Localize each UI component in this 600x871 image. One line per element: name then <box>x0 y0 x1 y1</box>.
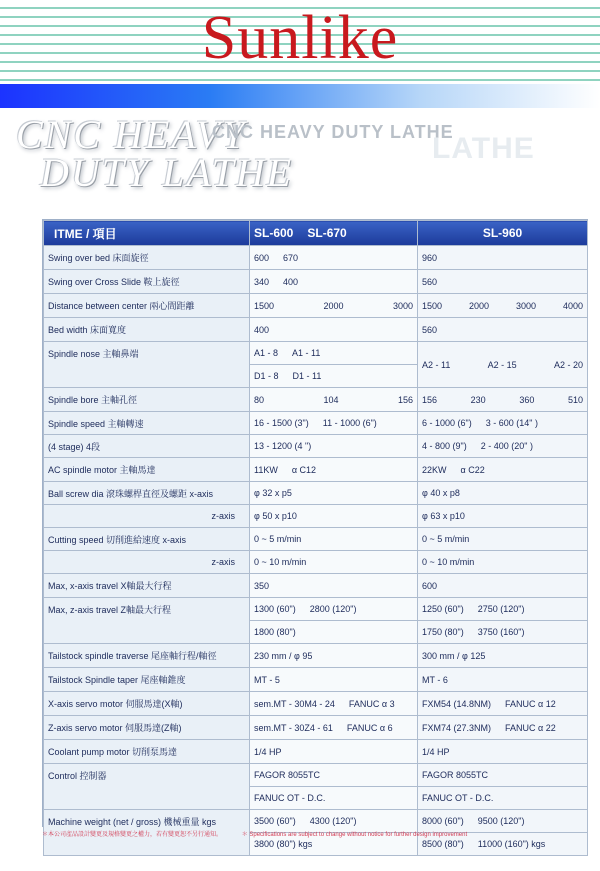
value-text: 600 <box>422 580 438 591</box>
value-text: 1250 (60") <box>422 604 464 614</box>
spec-table <box>43 220 588 856</box>
value-text: 1300 (60") <box>254 604 296 614</box>
sl960-value <box>418 692 588 716</box>
value-text: 1500 <box>254 300 275 311</box>
table-row <box>44 668 588 692</box>
value-text: 156 <box>422 394 438 405</box>
value-text: 0 ~ 5 m/min <box>422 534 470 544</box>
sl600-sl670-value <box>250 528 418 551</box>
value-text: 3750 (160") <box>477 627 525 637</box>
value-text: 22KW <box>422 464 447 475</box>
value-text: FANUC OT - D.C. <box>254 793 326 803</box>
table-row <box>44 294 588 318</box>
sl960-value <box>418 342 588 388</box>
sl600-sl670-value <box>250 787 418 810</box>
value-text: 3000 <box>392 300 413 311</box>
overlay-title: CNC HEAVY DUTY LATHE <box>212 122 454 142</box>
table-row <box>44 318 588 342</box>
value-text: 3500 (60") <box>254 816 296 826</box>
value-text: α C22 <box>460 464 485 475</box>
value-text: FANUC α 12 <box>505 698 556 709</box>
sl600-sl670-value <box>250 435 418 458</box>
sl600-sl670-value <box>250 270 418 294</box>
sl960-value <box>418 716 588 740</box>
sl600-sl670-value <box>250 716 418 740</box>
row-label-2: z-axis <box>44 505 250 528</box>
value-text: 2000 <box>468 300 490 311</box>
table-row <box>44 716 588 740</box>
value-text: sem.MT - 30M4 - 24 <box>254 698 335 709</box>
sl960-value <box>418 482 588 505</box>
value-text: FANUC OT - D.C. <box>422 793 494 803</box>
value-text: 3000 <box>515 300 536 311</box>
blue-gradient-band <box>0 84 600 108</box>
footnote-en: ＊ Specifications are subject to change without notice for further design improvement <box>241 832 468 838</box>
sl960-value <box>418 528 588 551</box>
sl600-sl670-value <box>250 342 418 365</box>
sl960-value <box>418 644 588 668</box>
row-label: Bed width 床面寬度 <box>44 318 250 342</box>
value-text: D1 - 11 <box>292 371 322 381</box>
embossed-title-line-1: CNC HEAVY <box>16 112 247 157</box>
header-sl960: SL-960 <box>418 221 588 246</box>
table-row <box>44 551 588 574</box>
value-text: 1800 (80") <box>254 627 296 637</box>
value-text: 350 <box>254 580 270 591</box>
sl600-sl670-value <box>250 644 418 668</box>
value-text: 11000 (160") kgs <box>477 839 546 849</box>
table-row <box>44 458 588 482</box>
value-text: 0 ~ 5 m/min <box>254 534 302 544</box>
footnote-zh: ＊本公司產品設計變更及規格變更之權力，若有變更恕不另行通知。 <box>42 832 223 838</box>
sl960-value <box>418 318 588 342</box>
sl600-sl670-value <box>250 740 418 764</box>
value-text: 3 - 600 (14" ) <box>485 418 538 428</box>
value-text: 9500 (120") <box>477 816 525 826</box>
sl960-value <box>418 270 588 294</box>
table-row <box>44 412 588 435</box>
value-text: 80 <box>254 394 265 405</box>
table-row <box>44 270 588 294</box>
row-label: Tailstock spindle traverse 尾座軸行程/軸徑 <box>44 644 250 668</box>
sl960-value <box>418 551 588 574</box>
table-row <box>44 435 588 458</box>
table-row <box>44 764 588 787</box>
embossed-title-line-2: DUTY LATHE <box>40 150 294 195</box>
table-row <box>44 342 588 365</box>
row-label: Machine weight (net / gross) 機械重量 kgs <box>44 810 250 856</box>
table-row <box>44 246 588 270</box>
row-label-2: (4 stage) 4段 <box>44 435 250 458</box>
brand-logo: Sunlike <box>201 4 399 72</box>
value-text: 16 - 1500 (3") <box>254 418 309 428</box>
value-text: φ 50 x p10 <box>254 511 297 521</box>
value-text: FANUC α 22 <box>505 722 556 733</box>
sl600-sl670-value <box>250 621 418 644</box>
sl600-sl670-value <box>250 692 418 716</box>
value-text: 13 - 1200 (4 ") <box>254 441 312 451</box>
sl600-sl670-value <box>250 764 418 787</box>
value-text: 2 - 400 (20" ) <box>480 441 533 451</box>
sl960-value <box>418 787 588 810</box>
sl960-value <box>418 246 588 270</box>
value-text: A1 - 8 <box>254 348 279 358</box>
sl600-sl670-value <box>250 598 418 621</box>
value-text: FAGOR 8055TC <box>254 770 321 780</box>
row-label: Control 控制器 <box>44 764 250 810</box>
value-text: φ 40 x p8 <box>422 488 460 498</box>
sl600-sl670-value <box>250 365 418 388</box>
sl960-value <box>418 621 588 644</box>
value-text: FANUC α 3 <box>348 698 395 709</box>
sl600-sl670-value <box>250 412 418 435</box>
value-text: 400 <box>254 324 270 335</box>
value-text: 8500 (80") <box>422 839 464 849</box>
header-sl670: SL-670 <box>307 226 347 240</box>
sl600-sl670-value <box>250 505 418 528</box>
table-row <box>44 574 588 598</box>
value-text: 360 <box>519 394 535 405</box>
value-text: FXM74 (27.3NM) <box>422 722 492 733</box>
row-label: AC spindle motor 主軸馬達 <box>44 458 250 482</box>
row-label: Max, z-axis travel Z軸最大行程 <box>44 598 250 644</box>
header-sl600-sl670 <box>250 221 418 246</box>
sl960-value <box>418 764 588 787</box>
value-text: 8000 (60") <box>422 816 464 826</box>
table-row <box>44 528 588 551</box>
row-label: Max, x-axis travel X軸最大行程 <box>44 574 250 598</box>
value-text: 3800 (80") kgs <box>254 839 313 849</box>
value-text: A2 - 15 <box>487 359 517 370</box>
row-label: Cutting speed 切削進給速度 x-axis <box>44 528 250 551</box>
sl960-value <box>418 505 588 528</box>
value-text: 600 <box>254 252 270 263</box>
value-text: 2800 (120") <box>309 604 357 614</box>
header-sl600: SL-600 <box>254 226 294 240</box>
sl960-value <box>418 388 588 412</box>
value-text: MT - 6 <box>422 674 448 685</box>
table-row <box>44 388 588 412</box>
row-label: Distance between center 兩心間距離 <box>44 294 250 318</box>
sl960-value <box>418 668 588 692</box>
value-text: 1750 (80") <box>422 627 464 637</box>
value-text: 0 ~ 10 m/min <box>422 557 475 567</box>
table-row <box>44 598 588 621</box>
footnote <box>42 829 586 838</box>
value-text: A2 - 20 <box>553 359 583 370</box>
row-label: Swing over Cross Slide 鞍上旋徑 <box>44 270 250 294</box>
value-text: A1 - 11 <box>292 348 321 358</box>
table-row <box>44 482 588 505</box>
value-text: 2000 <box>323 300 344 311</box>
value-text: 4300 (120") <box>309 816 357 826</box>
value-text: 6 - 1000 (6") <box>422 418 472 428</box>
sl960-value <box>418 574 588 598</box>
value-text: FANUC α 6 <box>346 722 393 733</box>
value-text: 11KW <box>254 464 278 475</box>
value-text: 560 <box>422 324 438 335</box>
row-label: Z-axis servo motor 伺服馬達(Z軸) <box>44 716 250 740</box>
value-text: FAGOR 8055TC <box>422 770 489 780</box>
value-text: 2750 (120") <box>477 604 525 614</box>
table-row <box>44 692 588 716</box>
sl600-sl670-value <box>250 574 418 598</box>
header-item: ITME / 項目 <box>44 221 250 246</box>
sl960-value <box>418 458 588 482</box>
sl960-value <box>418 598 588 621</box>
value-text: α C12 <box>291 464 317 475</box>
sl600-sl670-value <box>250 458 418 482</box>
value-text: 510 <box>567 394 583 405</box>
value-text: 1/4 HP <box>422 746 450 757</box>
value-text: φ 63 x p10 <box>422 511 465 521</box>
table-row <box>44 644 588 668</box>
value-text: 340 <box>254 276 270 287</box>
value-text: 400 <box>283 276 299 287</box>
sl600-sl670-value <box>250 246 418 270</box>
table-row <box>44 505 588 528</box>
value-text: 1500 <box>422 300 443 311</box>
row-label: Ball screw dia 滾珠螺桿直徑及螺距 x-axis <box>44 482 250 505</box>
sl600-sl670-value <box>250 551 418 574</box>
value-text: FXM54 (14.8NM) <box>422 698 492 709</box>
value-text: 560 <box>422 276 438 287</box>
sl600-sl670-value <box>250 318 418 342</box>
row-label: Coolant pump motor 切削泵馬達 <box>44 740 250 764</box>
sl960-value <box>418 435 588 458</box>
value-text: 0 ~ 10 m/min <box>254 557 307 567</box>
value-text: 230 mm / φ 95 <box>254 650 313 661</box>
value-text: 104 <box>323 394 339 405</box>
value-text: 230 <box>470 394 486 405</box>
sl960-value <box>418 740 588 764</box>
sl600-sl670-value <box>250 668 418 692</box>
value-text: MT - 5 <box>254 674 280 685</box>
table-row <box>44 740 588 764</box>
value-text: D1 - 8 <box>254 371 279 381</box>
value-text: A2 - 11 <box>422 359 451 370</box>
row-label: Swing over bed 床面旋徑 <box>44 246 250 270</box>
row-label-2: z-axis <box>44 551 250 574</box>
value-text: 156 <box>397 394 413 405</box>
value-text: 1/4 HP <box>254 746 282 757</box>
row-label: Spindle nose 主軸鼻端 <box>44 342 250 388</box>
value-text: 300 mm / φ 125 <box>422 650 486 661</box>
ghost-title: LATHE <box>432 132 535 165</box>
sl600-sl670-value <box>250 482 418 505</box>
value-text: 960 <box>422 252 438 263</box>
row-label: Spindle bore 主軸孔徑 <box>44 388 250 412</box>
row-label: Spindle speed 主軸轉速 <box>44 412 250 435</box>
table-header-row <box>44 221 588 246</box>
sl960-value <box>418 294 588 318</box>
value-text: sem.MT - 30Z4 - 61 <box>254 722 333 733</box>
value-text: φ 32 x p5 <box>254 488 292 498</box>
sl600-sl670-value <box>250 388 418 412</box>
sl600-sl670-value <box>250 294 418 318</box>
row-label: Tailstock Spindle taper 尾座軸錐度 <box>44 668 250 692</box>
value-text: 670 <box>283 252 299 263</box>
value-text: 4000 <box>562 300 583 311</box>
row-label: X-axis servo motor 伺服馬達(X軸) <box>44 692 250 716</box>
sl960-value <box>418 412 588 435</box>
value-text: 11 - 1000 (6") <box>322 418 377 428</box>
value-text: 4 - 800 (9") <box>422 441 467 451</box>
